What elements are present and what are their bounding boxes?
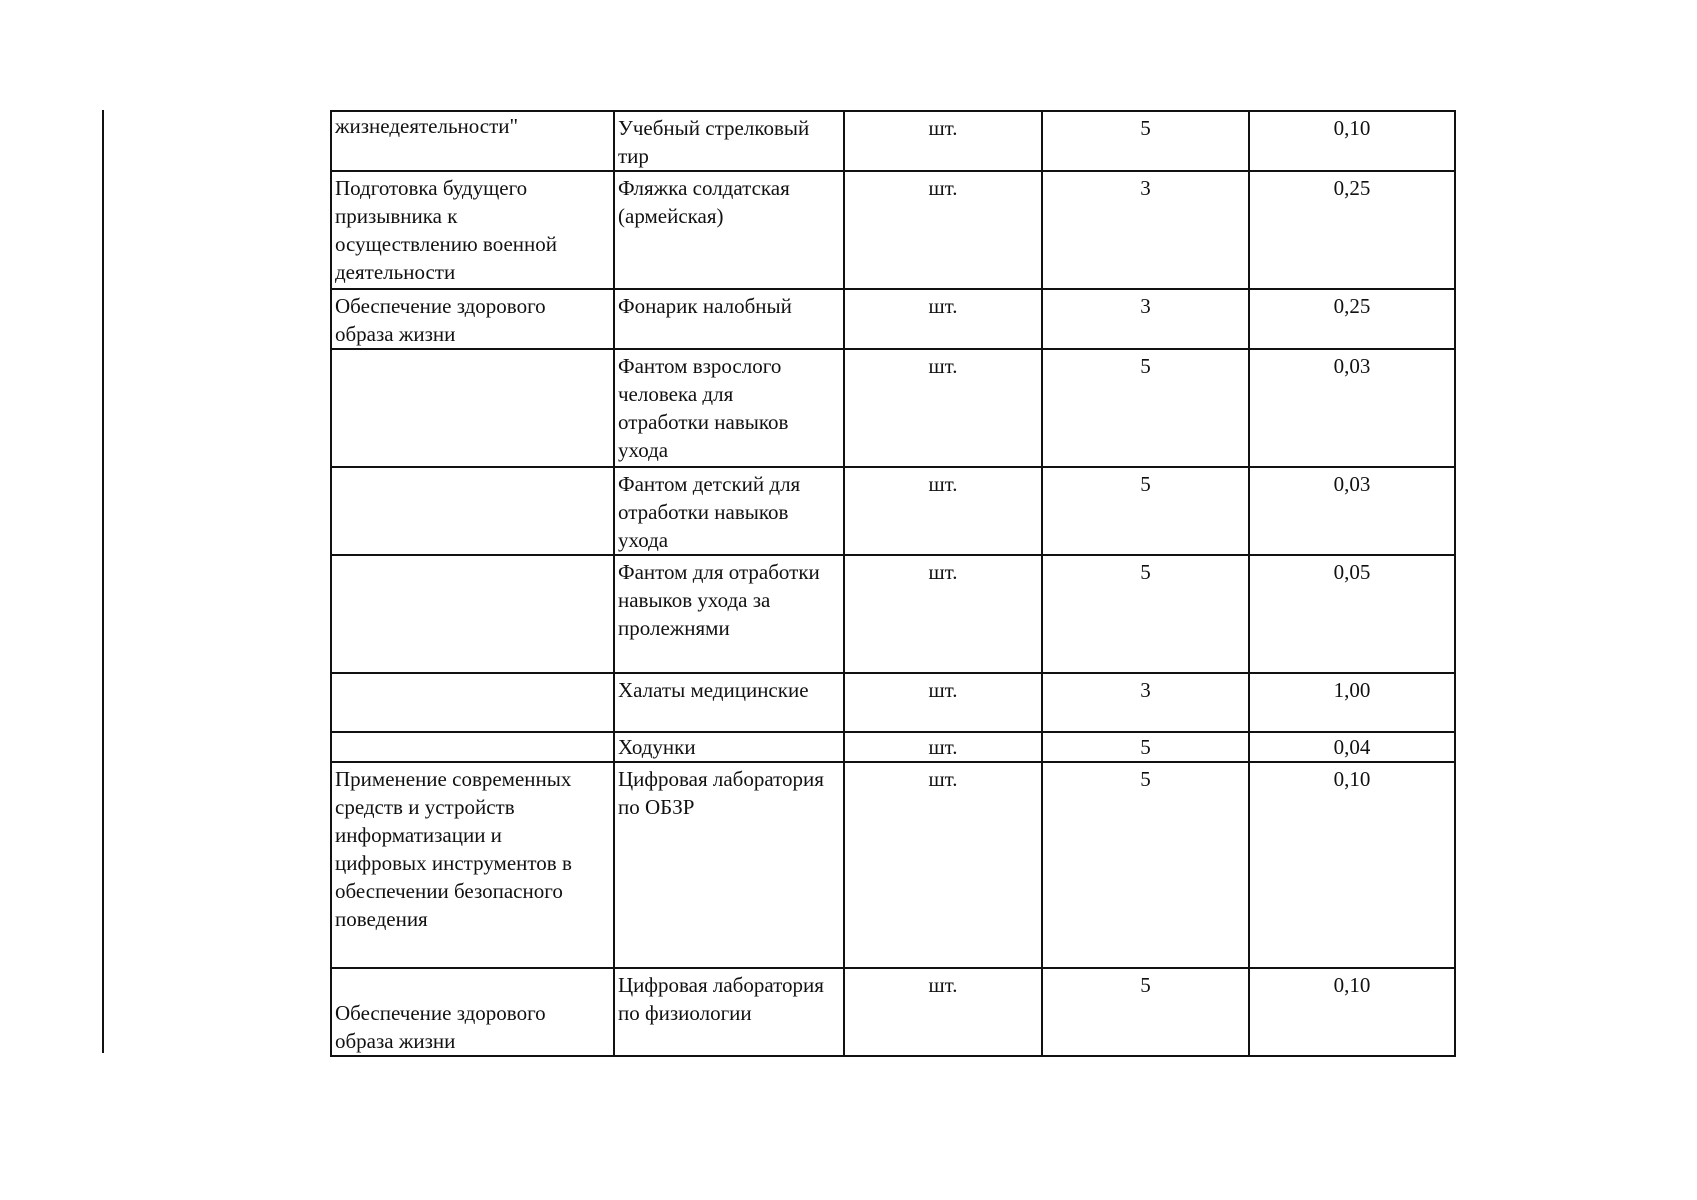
item-cell: Цифровая лаборатория по физиологии bbox=[614, 968, 844, 1056]
table-row bbox=[331, 673, 1455, 732]
unit-cell: шт. bbox=[844, 111, 1042, 171]
unit-cell: шт. bbox=[844, 968, 1042, 1056]
table-row bbox=[331, 171, 1455, 289]
unit-cell: шт. bbox=[844, 673, 1042, 732]
qty-cell: 5 bbox=[1042, 732, 1249, 762]
unit-cell: шт. bbox=[844, 732, 1042, 762]
qty-cell: 5 bbox=[1042, 968, 1249, 1056]
section-cell: Обеспечение здорового образа жизни bbox=[331, 289, 614, 349]
table-row bbox=[331, 732, 1455, 762]
unit-cell: шт. bbox=[844, 349, 1042, 467]
section-cell: жизнедеятельности" bbox=[331, 111, 614, 171]
item-cell: Фантом для отработки навыков ухода за пролежнями bbox=[614, 555, 844, 673]
norm-cell: 0,10 bbox=[1249, 968, 1455, 1056]
item-cell: Фляжка солдатская (армейская) bbox=[614, 171, 844, 289]
item-cell: Учебный стрелковый тир bbox=[614, 111, 844, 171]
unit-cell: шт. bbox=[844, 762, 1042, 968]
norm-cell: 0,05 bbox=[1249, 555, 1455, 673]
table-row bbox=[331, 467, 1455, 555]
section-cell bbox=[331, 349, 614, 467]
item-cell: Цифровая лаборатория по ОБЗР bbox=[614, 762, 844, 968]
norm-cell: 0,03 bbox=[1249, 467, 1455, 555]
norm-cell: 1,00 bbox=[1249, 673, 1455, 732]
section-cell bbox=[331, 673, 614, 732]
section-cell: Применение современных средств и устройств информатизации и цифровых инструментов в обеспечении безопасного поведения bbox=[331, 762, 614, 968]
norm-cell: 0,10 bbox=[1249, 762, 1455, 968]
norm-cell: 0,10 bbox=[1249, 111, 1455, 171]
qty-cell: 5 bbox=[1042, 555, 1249, 673]
norm-cell: 0,25 bbox=[1249, 289, 1455, 349]
table-row bbox=[331, 762, 1455, 968]
table-row bbox=[331, 968, 1455, 1056]
qty-cell: 3 bbox=[1042, 673, 1249, 732]
norm-cell: 0,03 bbox=[1249, 349, 1455, 467]
norm-cell: 0,25 bbox=[1249, 171, 1455, 289]
item-cell: Ходунки bbox=[614, 732, 844, 762]
unit-cell: шт. bbox=[844, 467, 1042, 555]
qty-cell: 5 bbox=[1042, 762, 1249, 968]
qty-cell: 5 bbox=[1042, 349, 1249, 467]
section-cell bbox=[331, 732, 614, 762]
unit-cell: шт. bbox=[844, 171, 1042, 289]
equipment-table bbox=[330, 110, 1456, 1057]
section-cell bbox=[331, 555, 614, 673]
unit-cell: шт. bbox=[844, 555, 1042, 673]
qty-cell: 3 bbox=[1042, 171, 1249, 289]
item-cell: Фантом взрослого человека для отработки навыков ухода bbox=[614, 349, 844, 467]
table-row bbox=[331, 555, 1455, 673]
item-cell: Фантом детский для отработки навыков ухода bbox=[614, 467, 844, 555]
table-row bbox=[331, 111, 1455, 171]
section-cell: Подготовка будущего призывника к осуществлению военной деятельности bbox=[331, 171, 614, 289]
section-cell bbox=[331, 467, 614, 555]
table-row bbox=[331, 289, 1455, 349]
norm-cell: 0,04 bbox=[1249, 732, 1455, 762]
section-cell: Обеспечение здорового образа жизни bbox=[331, 968, 614, 1056]
unit-cell: шт. bbox=[844, 289, 1042, 349]
qty-cell: 5 bbox=[1042, 111, 1249, 171]
qty-cell: 3 bbox=[1042, 289, 1249, 349]
item-cell: Халаты медицинские bbox=[614, 673, 844, 732]
page-margin-rule bbox=[102, 110, 104, 1053]
qty-cell: 5 bbox=[1042, 467, 1249, 555]
item-cell: Фонарик налобный bbox=[614, 289, 844, 349]
table-row bbox=[331, 349, 1455, 467]
